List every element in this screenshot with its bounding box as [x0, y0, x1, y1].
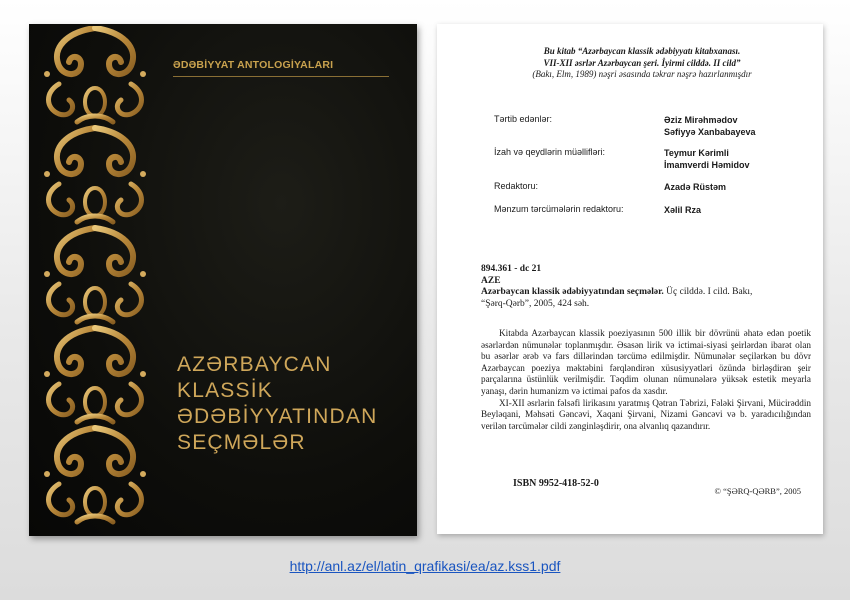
credit-label: Redaktoru:: [494, 181, 539, 191]
catalog-title: [481, 287, 811, 299]
credit-name: Əziz Mirəhmədov: [664, 115, 738, 125]
abstract: [481, 328, 811, 432]
credit-value: [664, 204, 701, 216]
credit-name: Teymur Kərimli: [664, 148, 729, 158]
credit-label: Mənzum tərcümələrin redaktoru:: [494, 204, 624, 214]
catalog-publisher: “Şərq-Qərb”, 2005, 424 səh.: [481, 298, 590, 309]
edition-note: [477, 46, 807, 81]
credit-label: Tərtib edənlər:: [494, 114, 553, 124]
cover-title-line: ƏDƏBİYYATINDAN: [177, 405, 378, 428]
series-label: ƏDƏBİYYAT ANTOLOGİYALARI: [173, 59, 334, 71]
isbn: ISBN 9952-418-52-0: [513, 478, 599, 489]
edition-note-line: (Bakı, Elm, 1989) nəşri əsasında təkrar nəşrə hazırlanmışdır: [532, 69, 752, 79]
credit-name: Azadə Rüstəm: [664, 182, 727, 192]
cover-title-line: KLASSİK: [177, 379, 273, 402]
book-cover: [29, 24, 417, 536]
copyright: © “ŞƏRQ-QƏRB”, 2005: [714, 486, 801, 496]
catalog-code: AZE: [481, 275, 501, 286]
catalog-udc: 894.361 - dc 21: [481, 264, 542, 274]
title-page: [437, 24, 823, 534]
credit-value: [664, 181, 726, 193]
abstract-paragraph: Kitabda Azərbaycan klassik poeziyasının 500 illik bir dövrünü əhatə edən poetik əsərlərdən nümunələr toplanmışdır. Əsasən lirik və ictimai-siyasi şeirlərdən ibarət olan bu əsərlər ərəb və fars dillərindən tərcümə edilmişdir. Nümunələr seçilərkən bu dövr Azərbaycan poeziya məktəbini fərqləndirən xüsusiyyətləri özündə birləşdirən şeir parçalarına üstünlük verilmişdir. Təqdim olunan nümunələrə yüksək estetik meyarla yanaşı, dərin humanizm və ictimai pafos da xasdır.: [481, 328, 811, 396]
credit-value: [664, 114, 756, 138]
gold-ornament-border: [37, 26, 153, 532]
cover-title-line: AZƏRBAYCAN: [177, 353, 332, 376]
edition-note-line: Bu kitab “Azərbaycan klassik ədəbiyyatı kitabxanası.: [543, 46, 741, 56]
catalog-title-rest: Üç cilddə. I cild. Bakı,: [663, 287, 753, 297]
credit-name: Səfiyyə Xanbabayeva: [664, 127, 756, 137]
credit-name: Xəlil Rza: [664, 205, 702, 215]
catalog-title-bold: Azərbaycan klassik ədəbiyyatından seçmələr.: [481, 287, 664, 297]
series-divider: [173, 76, 389, 77]
edition-note-line: VII-XII əsrlər Azərbaycan şeri. İyirmi cilddə. II cild”: [543, 57, 741, 68]
credit-label: İzah və qeydlərin müəllifləri:: [494, 147, 606, 157]
abstract-paragraph: XI-XII əsrlərin fəlsəfi lirikasını yaratmış Qətran Təbrizi, Fələki Şirvani, Mücirəddin Beyləqani, Məhsəti Gəncəvi, Xaqani Şirvani, Nizami Gəncəvi və b. yaradıcılığından verilən tərcümələr cildi zənginləşdirir, ona əlvanlıq qazandırır.: [481, 397, 811, 431]
catalog-record: [481, 264, 811, 310]
credit-value: [664, 147, 750, 171]
credit-name: İmamverdi Həmidov: [664, 160, 750, 170]
source-link[interactable]: http://anl.az/el/latin_qrafikasi/ea/az.kss1.pdf: [289, 558, 561, 574]
cover-title: [177, 352, 377, 456]
cover-title-line: SEÇMƏLƏR: [177, 431, 306, 454]
